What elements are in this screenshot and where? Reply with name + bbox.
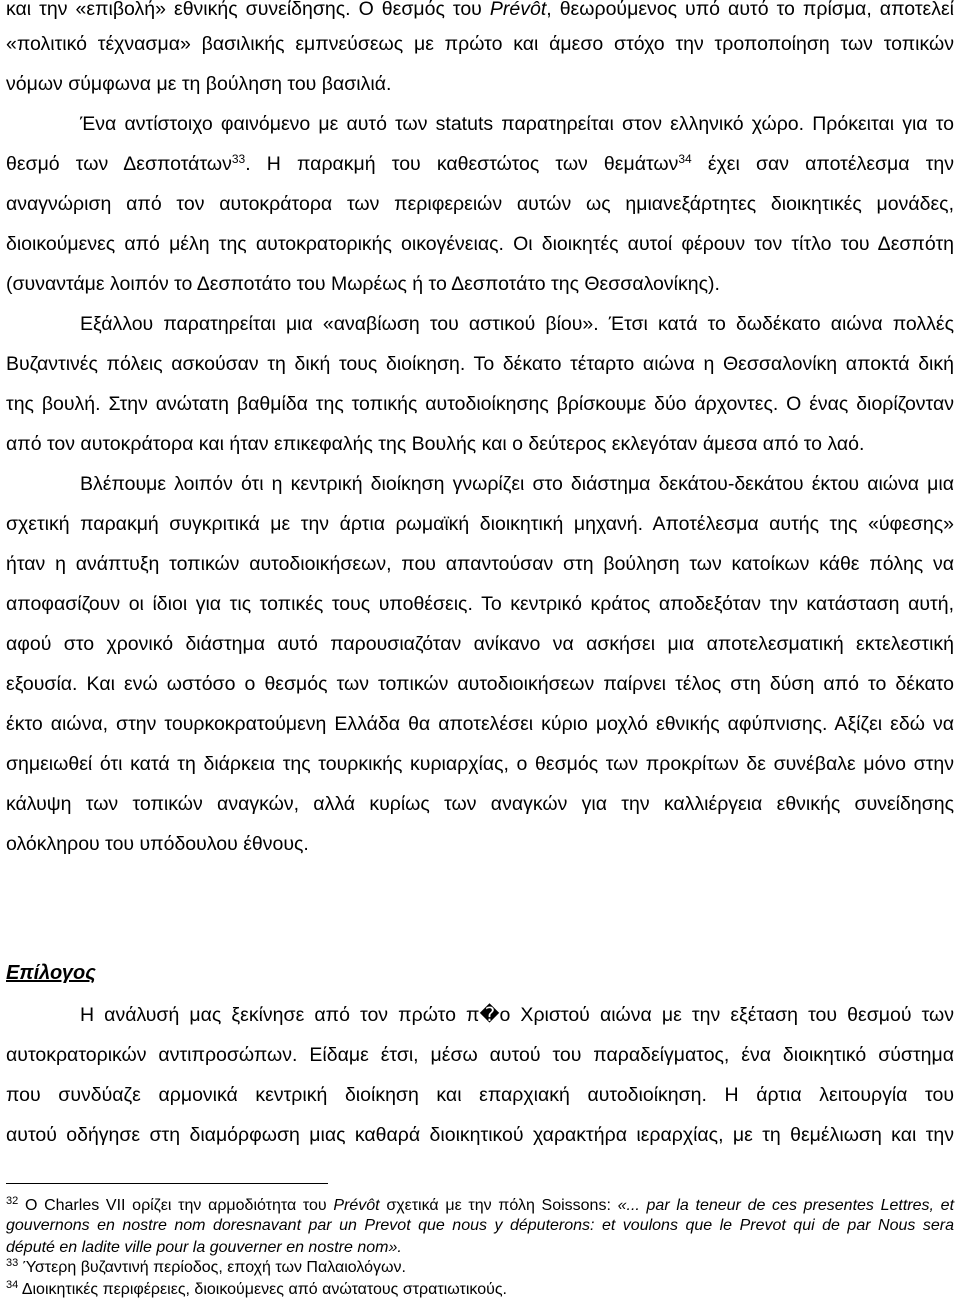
body-text-line: [6, 512, 954, 536]
body-text-line: [6, 432, 954, 456]
footnote-line: [6, 1238, 954, 1258]
epilogue-text-line: [6, 1043, 954, 1067]
text-run: έκτο αιώνα, στην τουρκοκρατούμενη Ελλάδα θα αποτελέσει κύριο μοχλό εθνικής αφύπνισης. Αξίζει εδώ να: [6, 713, 954, 735]
footnote-line: [6, 1258, 954, 1278]
body-text-line: [6, 272, 954, 296]
epilogue-text-line: [80, 1003, 954, 1027]
text-run: που συνδύαζε αρμονικά κεντρική διοίκηση και επαρχιακή αυτοδιοίκηση. Η άρτια λειτουργία του: [6, 1084, 954, 1106]
body-text-line: [6, 632, 954, 656]
epilogue-text-line: [6, 1083, 954, 1107]
body-text-line: [6, 72, 954, 96]
body-text-line: [6, 792, 954, 816]
footnote-line: [6, 1280, 954, 1300]
text-run: (συναντάμε λοιπόν το Δεσποτάτο του Μωρέως ή το Δεσποτάτο της Θεσσαλονίκης).: [6, 273, 720, 295]
text-run: έχει σαν αποτέλεσμα την: [691, 153, 954, 175]
body-text-line: [6, 672, 954, 696]
footnote-separator: [6, 1183, 328, 1184]
body-text-line: [6, 32, 954, 56]
footnote-reference: 34: [6, 1279, 19, 1291]
italic-text: député en ladite ville pour la gouverner en nostre nom».: [6, 1239, 402, 1256]
body-text-line: [6, 232, 954, 256]
text-run: Βυζαντινές πόλεις ασκούσαν τη δική τους διοίκηση. Το δέκατο τέταρτο αιώνα η Θεσσαλονίκη αποκτά δική: [6, 353, 954, 375]
italic-text: Prévôt: [333, 1197, 380, 1214]
body-text-line: [6, 392, 954, 416]
text-run: Η ανάλυσή μας ξεκίνησε από τον πρώτο π�ο Χριστού αιώνα με την εξέταση του θεσμού των: [80, 1004, 954, 1026]
text-run: σημειωθεί ότι κατά τη διάρκεια της τουρκικής κυριαρχίας, ο θεσμός των προκρίτων δε συνέβαλε μόνο στην: [6, 753, 954, 775]
text-run: Ένα αντίστοιχο φαινόμενο με αυτό των statuts παρατηρείται στον ελληνικό χώρο. Πρόκειται για το: [80, 113, 954, 135]
italic-text: Prévôt: [489, 0, 547, 20]
text-run: . Η παρακμή του καθεστώτος των θεμάτων: [245, 153, 679, 175]
body-text-line: [6, 592, 954, 616]
body-text-line: [6, 552, 954, 576]
text-run: εξουσία. Και ενώ ωστόσο ο θεσμός των τοπικών αυτοδιοικήσεων παίρνει τέλος στη δύση από το δέκατο: [6, 673, 954, 695]
epilogue-text-line: [6, 1123, 954, 1147]
text-run: νόμων σύμφωνα με τη βούληση του βασιλιά.: [6, 73, 392, 95]
text-run: κάλυψη των τοπικών αναγκών, αλλά κυρίως των αναγκών για την καλλιέργεια εθνικής συνείδησης: [6, 793, 954, 815]
footnote-line: [6, 1216, 954, 1236]
text-run: σχετική παρακμή συγκριτικά με την άρτια ρωμαϊκή διοικητική μηχανή. Αποτέλεσμα αυτής της «ύφεσης»: [6, 513, 954, 535]
italic-text: «... par la teneur de ces presentes Lettres, et: [617, 1197, 955, 1214]
body-text-line: [6, 832, 954, 856]
footnote-line: [6, 1196, 954, 1216]
text-run: σχετικά με την πόλη Soissons:: [379, 1197, 618, 1214]
footnote-reference: 32: [6, 1195, 19, 1207]
text-run: της βουλή. Στην ανώτατη βαθμίδα της τοπικής αυτοδιοίκησης βρίσκουμε δύο άρχοντες. Ο ένας διορίζονταν: [6, 393, 954, 415]
body-text-line: [6, 712, 954, 736]
footnote-reference: 33: [6, 1257, 19, 1269]
body-text-line: [6, 152, 954, 176]
text-run: αυτού οδήγησε στη διαμόρφωση μιας καθαρά διοικητικού χαρακτήρα ιεραρχίας, με τη θεμέλιωση και την: [6, 1124, 954, 1146]
text-run: , θεωρούμενος υπό αυτό το πρίσμα, αποτελεί: [546, 0, 954, 20]
text-run: από τον αυτοκράτορα και ήταν επικεφαλής της Βουλής και ο δεύτερος εκλεγόταν άμεσα από το λαό.: [6, 433, 865, 455]
text-run: θεσμό των Δεσποτάτων: [6, 153, 232, 175]
text-run: Βλέπουμε λοιπόν ότι η κεντρική διοίκηση γνωρίζει στο διάστημα δεκάτου-δεκάτου έκτου αιώνα μια: [80, 473, 954, 495]
footnote-reference: 33: [231, 152, 246, 166]
text-run: Διοικητικές περιφέρειες, διοικούμενες από ανώτατους στρατιωτικούς.: [18, 1281, 507, 1298]
text-run: «πολιτικό τέχνασμα» βασιλικής εμπνεύσεως με πρώτο και άμεσο στόχο την τροποποίηση των τοπικών: [6, 33, 954, 55]
section-heading: Επίλογος: [6, 962, 96, 984]
body-text-line: [80, 312, 954, 336]
text-run: διοικούμενες από μέλη της αυτοκρατορικής οικογένειας. Οι διοικητές αυτοί φέρουν τον τίτλο του Δεσπότη: [6, 233, 954, 255]
body-text-line: [6, 0, 954, 21]
text-run: αφού στο χρονικό διάστημα αυτό παρουσιαζόταν ανίκανο να ασκήσει μια αποτελεσματική εκτελεστική: [6, 633, 954, 655]
body-text-line: [6, 752, 954, 776]
text-run: Ο Charles VII ορίζει την αρμοδιότητα του: [18, 1197, 334, 1214]
text-run: αποφασίζουν οι ίδιοι για τις τοπικές τους υποθέσεις. Το κεντρικό κράτος αποδεξόταν την κατάσταση αυτή,: [6, 593, 954, 615]
text-run: Ύστερη βυζαντινή περίοδος, εποχή των Παλαιολόγων.: [18, 1259, 406, 1276]
footnote-reference: 34: [678, 152, 692, 166]
body-text-line: [6, 192, 954, 216]
body-text-line: [6, 352, 954, 376]
body-text-line: [80, 112, 954, 136]
italic-text: gouvernons en nostre nom doresnavant par un Prevot que nous y députerons: et voulons que le Prevot qui de par Nous sera: [6, 1217, 954, 1234]
text-run: ολόκληρου του υπόδουλου έθνους.: [6, 833, 309, 855]
body-text-line: [80, 472, 954, 496]
text-run: και την «επιβολή» εθνικής συνείδησης. Ο θεσμός του: [6, 0, 490, 20]
text-run: αυτοκρατορικών αντιπροσώπων. Είδαμε έτσι, μέσω αυτού του παραδείγματος, ένα διοικητικό σύστημα: [6, 1044, 954, 1066]
text-run: αναγνώριση από τον αυτοκράτορα των περιφερειών αυτών ως ημιανεξάρτητες διοικητικές μονάδες,: [6, 193, 954, 215]
text-run: Εξάλλου παρατηρείται μια «αναβίωση του αστικού βίου». Έτσι κατά το δωδέκατο αιώνα πολλές: [80, 313, 954, 335]
text-run: ήταν η ανάπτυξη τοπικών αυτοδιοικήσεων, που απαντούσαν στη βούληση των κατοίκων κάθε πόλης να: [6, 553, 954, 575]
